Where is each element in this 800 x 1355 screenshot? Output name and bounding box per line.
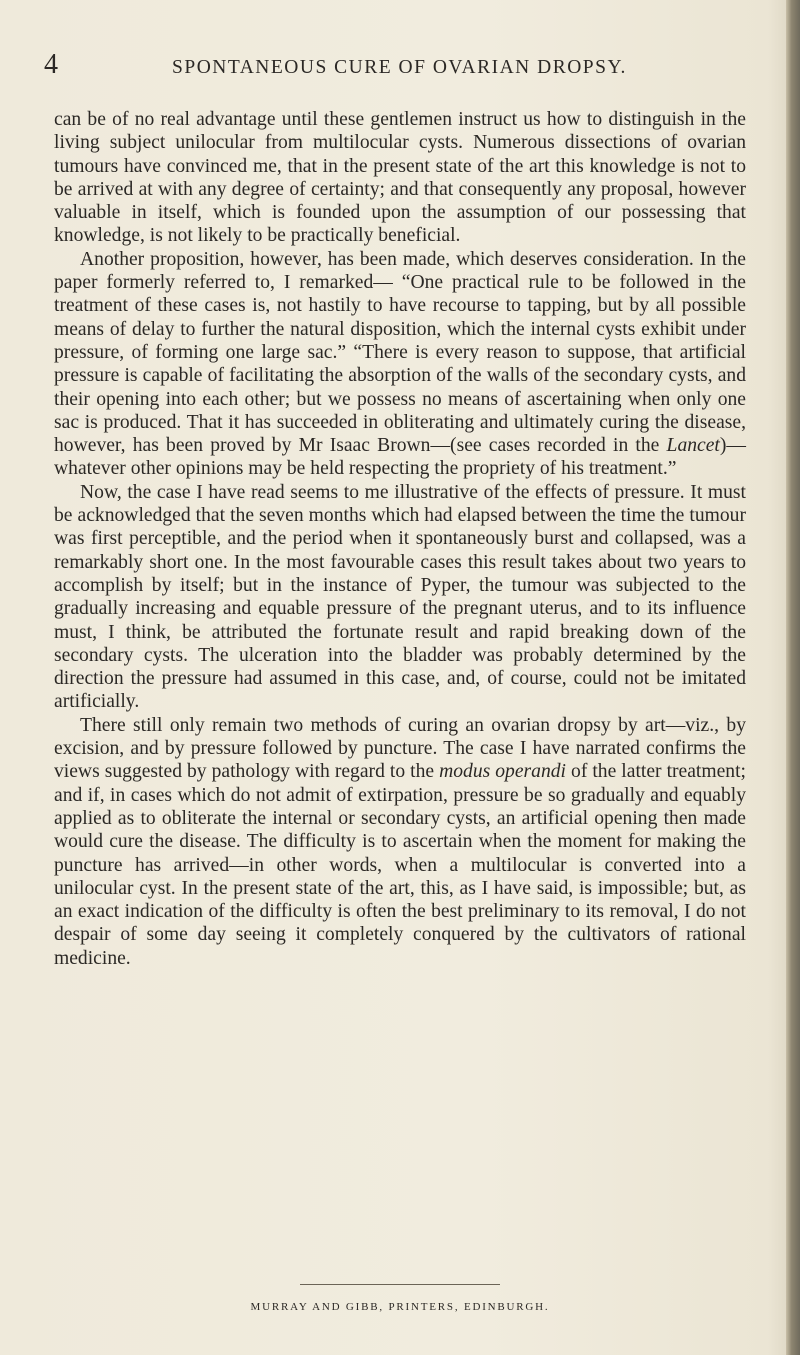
body-text bbox=[54, 108, 746, 970]
paragraph-4 bbox=[54, 714, 746, 970]
paragraph-2-end: )—whatever other opinions may be held respecting the propriety of his treatment.” bbox=[54, 435, 746, 480]
lancet-italic: Lancet bbox=[666, 435, 720, 457]
paragraph-2-text: Another proposition, however, has been made, which deserves consideration. In the paper formerly referred to, I remarked— “One practical rule to be followed in the treatment of these cases is, not hastily to have recourse to tapping, but by all possible means of delay to further the natural disposition, which the internal cysts exhibit under pressure, of forming one large sac.” “There is every reason to suppose, that artificial pressure is capable of facilitating the absorption of the walls of the secondary cysts, and their opening into each other; but we possess no means of ascertaining when only one sac is produced. That it has succeeded in obliterating and ultimately curing the disease, however, has been proved by Mr Isaac Brown—(see cases recorded in the bbox=[54, 248, 746, 457]
running-title: SPONTANEOUS CURE OF OVARIAN DROPSY. bbox=[172, 57, 627, 78]
paragraph-3: Now, the case I have read seems to me illustrative of the effects of pressure. It must be acknowledged that the seven months which had elapsed between the time the tumour was first perceptible, and the period when it spontaneously burst and collapsed, was a remarkably short one. In the most favourable cases this result takes about two years to accomplish by itself; but in the instance of Pyper, the tumour was subjected to the gradually increasing and equable pressure of the pregnant uterus, and to its influence must, I think, be attributed the fortunate result and rapid breaking down of the secondary cysts. The ulceration into the bladder was probably determined by the direction the pressure had assumed in this case, and, of course, could not be imitated artificially. bbox=[54, 481, 746, 713]
paragraph-2 bbox=[54, 248, 746, 481]
page-header bbox=[44, 50, 744, 80]
paragraph-1: can be of no real advantage until these gentlemen instruct us how to distinguish in the living subject unilocular from multilocular cysts. Numerous dissections of ovarian tumours have convinced me, that in the present state of the art this knowledge is not to be arrived at with any degree of certainty; and that consequently any proposal, however valuable in itself, which is founded upon the assumption of our possessing that knowledge, is not likely to be practically beneficial. bbox=[54, 109, 746, 247]
paragraph-4-text: There still only remain two methods of curing an ovarian dropsy by art—viz., by excision, and by pressure followed by puncture. The case I have narrated confirms the views suggested by pathology with regard to the bbox=[54, 714, 746, 783]
page-edge-shadow bbox=[786, 0, 800, 1355]
printer-imprint: MURRAY AND GIBB, PRINTERS, EDINBURGH. bbox=[250, 1301, 550, 1313]
paragraph-4-end: of the latter treatment; and if, in cases which do not admit of extirpation, pressure be so gradually and equably applied as to obliterate the internal or secondary cysts, an artificial opening then made would cure the disease. The difficulty is to ascertain when the moment for making the puncture has arrived—in other words, when a multilocular is converted into a unilocular cyst. In the present state of the art, this, as I have said, is impossible; but, as an exact indication of the difficulty is often the best preliminary to its removal, I do not despair of some day seeing it completely conquered by the cultivators of rational medicine. bbox=[54, 761, 746, 969]
footer-rule bbox=[300, 1284, 500, 1285]
modus-operandi-italic: modus operandi bbox=[439, 761, 567, 783]
page-number: 4 bbox=[44, 49, 58, 80]
